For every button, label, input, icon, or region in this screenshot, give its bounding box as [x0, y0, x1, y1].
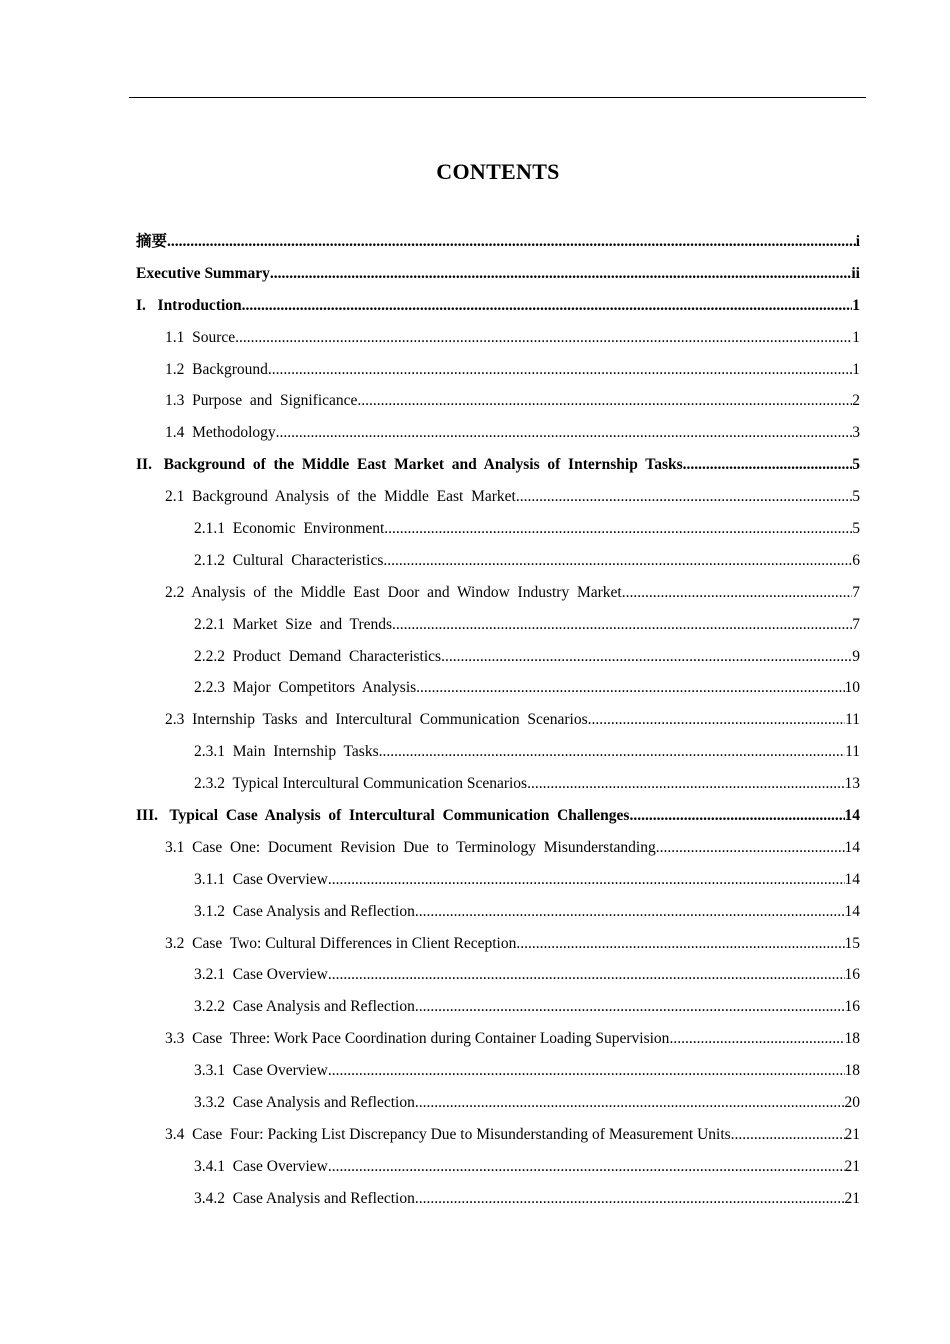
dot-leader [384, 513, 852, 545]
dot-leader [669, 1023, 844, 1055]
toc-entry-page-number: 10 [844, 679, 860, 697]
toc-entry[interactable] [136, 672, 860, 704]
dot-leader [629, 800, 844, 832]
toc-entry[interactable] [136, 1119, 860, 1151]
toc-entry-page-number: 21 [844, 1189, 860, 1207]
dot-leader [441, 641, 852, 673]
toc-entry[interactable] [136, 545, 860, 577]
toc-entry-page-number: 14 [844, 870, 860, 888]
toc-entry-page-number: 11 [845, 711, 860, 729]
toc-entry-page-number: 16 [844, 998, 860, 1016]
toc-entry[interactable] [136, 959, 860, 991]
toc-entry-page-number: i [855, 233, 860, 250]
dot-leader [383, 545, 852, 577]
toc-entry[interactable] [136, 736, 860, 768]
dot-leader [328, 864, 845, 896]
toc-entry-page-number: 13 [844, 775, 860, 793]
toc-entry-title: 1.1 Source [165, 328, 236, 346]
toc-entry[interactable] [136, 704, 860, 736]
dot-leader [415, 991, 845, 1023]
dot-leader [683, 449, 853, 481]
toc-entry-title: 3.2.2 Case Analysis and Reflection [194, 998, 415, 1016]
toc-entry-title: 3.1.2 Case Analysis and Reflection [194, 902, 415, 920]
toc-entry-title: 1.3 Purpose and Significance [165, 392, 358, 410]
toc-entry-title: 2.2.2 Product Demand Characteristics [194, 647, 442, 665]
dot-leader [516, 928, 844, 960]
toc-entry[interactable] [136, 928, 860, 960]
toc-entry[interactable] [136, 354, 860, 386]
toc-entry-title: 3.4 Case Four: Packing List Discrepancy Due to Misunderstanding of Measurement Units [165, 1125, 731, 1143]
toc-entry[interactable] [136, 258, 860, 290]
toc-entry-page-number: 21 [844, 1157, 860, 1175]
toc-entry[interactable] [136, 290, 860, 322]
toc-entry[interactable] [136, 1183, 860, 1215]
toc-entry-title: II. Background of the Middle East Market and Analysis of Internship Tasks [136, 456, 683, 474]
dot-leader [357, 385, 852, 417]
toc-entry-title: 3.3.2 Case Analysis and Reflection [194, 1094, 415, 1112]
toc-entry[interactable] [136, 1151, 860, 1183]
toc-entry[interactable] [136, 322, 860, 354]
toc-entry-page-number: 14 [844, 807, 860, 825]
toc-entry[interactable] [136, 991, 860, 1023]
toc-entry-title: 3.1 Case One: Document Revision Due to Terminology Misunderstanding [165, 838, 656, 856]
toc-entry[interactable] [136, 768, 860, 800]
dot-leader [392, 609, 852, 641]
toc-entry[interactable] [136, 513, 860, 545]
toc-entry-page-number: 11 [845, 743, 860, 761]
dot-leader [415, 1183, 845, 1215]
toc-entry-page-number: 7 [852, 615, 860, 633]
toc-entry-title: 2.3.1 Main Internship Tasks [194, 743, 379, 761]
toc-entry-page-number: 5 [852, 456, 860, 474]
toc-entry-title: 3.1.1 Case Overview [194, 870, 328, 888]
toc-entry-title: III. Typical Case Analysis of Intercultural Communication Challenges [136, 807, 630, 825]
toc-entry[interactable] [136, 1023, 860, 1055]
toc-entry-title: 2.2.1 Market Size and Trends [194, 615, 393, 633]
dot-leader [235, 322, 852, 354]
dot-leader [731, 1119, 845, 1151]
toc-entry[interactable] [136, 641, 860, 673]
toc-entry-title: 3.3.1 Case Overview [194, 1062, 328, 1080]
dot-leader [415, 896, 845, 928]
toc-entry-page-number: 1 [852, 360, 860, 378]
toc-entry-title: 1.4 Methodology [165, 424, 276, 442]
toc-entry[interactable] [136, 577, 860, 609]
toc-entry[interactable] [136, 417, 860, 449]
toc-entry[interactable] [136, 1087, 860, 1119]
toc-entry-title: 2.1.2 Cultural Characteristics [194, 551, 384, 569]
dot-leader [242, 290, 853, 322]
toc-entry-page-number: 7 [852, 583, 860, 601]
dot-leader [622, 577, 853, 609]
toc-entry-page-number: 18 [844, 1030, 860, 1048]
toc-entry-page-number: ii [851, 264, 860, 282]
toc-entry[interactable] [136, 449, 860, 481]
header-rule [129, 97, 866, 98]
toc-entry-page-number: 21 [844, 1125, 860, 1143]
dot-leader [588, 704, 845, 736]
toc-entry-page-number: 5 [852, 488, 860, 506]
toc-entry-title: 3.2.1 Case Overview [194, 966, 328, 984]
dot-leader [328, 1151, 845, 1183]
toc-entry[interactable] [136, 385, 860, 417]
toc-entry[interactable] [136, 864, 860, 896]
toc-entry[interactable] [136, 1055, 860, 1087]
toc-entry[interactable] [136, 609, 860, 641]
toc-entry-title: 3.2 Case Two: Cultural Differences in Client Reception [165, 934, 517, 952]
toc-entry-title: 3.3 Case Three: Work Pace Coordination during Container Loading Supervision [165, 1030, 670, 1048]
toc-entry-title: 摘要 [136, 233, 168, 250]
toc-entry-title: 2.2 Analysis of the Middle East Door and Window Industry Market [165, 583, 622, 601]
toc-entry-page-number: 15 [844, 934, 860, 952]
toc-entry-title: 1.2 Background [165, 360, 268, 378]
toc-entry[interactable] [136, 481, 860, 513]
toc-entry-title: 3.4.2 Case Analysis and Reflection [194, 1189, 415, 1207]
toc-entry-page-number: 3 [852, 424, 860, 442]
table-of-contents [136, 226, 860, 1215]
dot-leader [416, 672, 844, 704]
toc-entry-page-number: 14 [844, 902, 860, 920]
dot-leader [516, 481, 852, 513]
dot-leader [328, 959, 845, 991]
toc-entry[interactable] [136, 896, 860, 928]
dot-leader [415, 1087, 845, 1119]
toc-entry[interactable] [136, 832, 860, 864]
toc-entry-page-number: 5 [852, 520, 860, 538]
toc-entry-page-number: 2 [852, 392, 860, 410]
toc-entry-title: 3.4.1 Case Overview [194, 1157, 328, 1175]
toc-entry-page-number: 1 [852, 328, 860, 346]
toc-entry-title: 2.1.1 Economic Environment [194, 520, 385, 538]
toc-entry-page-number: 18 [844, 1062, 860, 1080]
toc-entry-page-number: 1 [852, 296, 860, 314]
dot-leader [527, 768, 844, 800]
toc-entry-title: I. Introduction [136, 296, 242, 314]
dot-leader [268, 354, 852, 386]
toc-entry[interactable] [136, 800, 860, 832]
toc-entry-title: Executive Summary [136, 264, 270, 282]
toc-entry-page-number: 16 [844, 966, 860, 984]
contents-title: CONTENTS [436, 159, 560, 184]
toc-entry-page-number: 14 [844, 838, 860, 856]
toc-entry-title: 2.3.2 Typical Intercultural Communication Scenarios [194, 775, 528, 793]
dot-leader [328, 1055, 845, 1087]
toc-entry-page-number: 9 [852, 647, 860, 665]
toc-entry-title: 2.2.3 Major Competitors Analysis [194, 679, 417, 697]
dot-leader [656, 832, 845, 864]
toc-entry-title: 2.1 Background Analysis of the Middle East Market [165, 488, 516, 506]
dot-leader [276, 417, 853, 449]
dot-leader [270, 258, 851, 290]
toc-entry-page-number: 20 [844, 1094, 860, 1112]
toc-entry-title: 2.3 Internship Tasks and Intercultural Communication Scenarios [165, 711, 588, 729]
dot-leader [379, 736, 845, 768]
dot-leader [167, 226, 856, 258]
toc-entry[interactable] [136, 226, 860, 258]
toc-entry-page-number: 6 [852, 551, 860, 569]
